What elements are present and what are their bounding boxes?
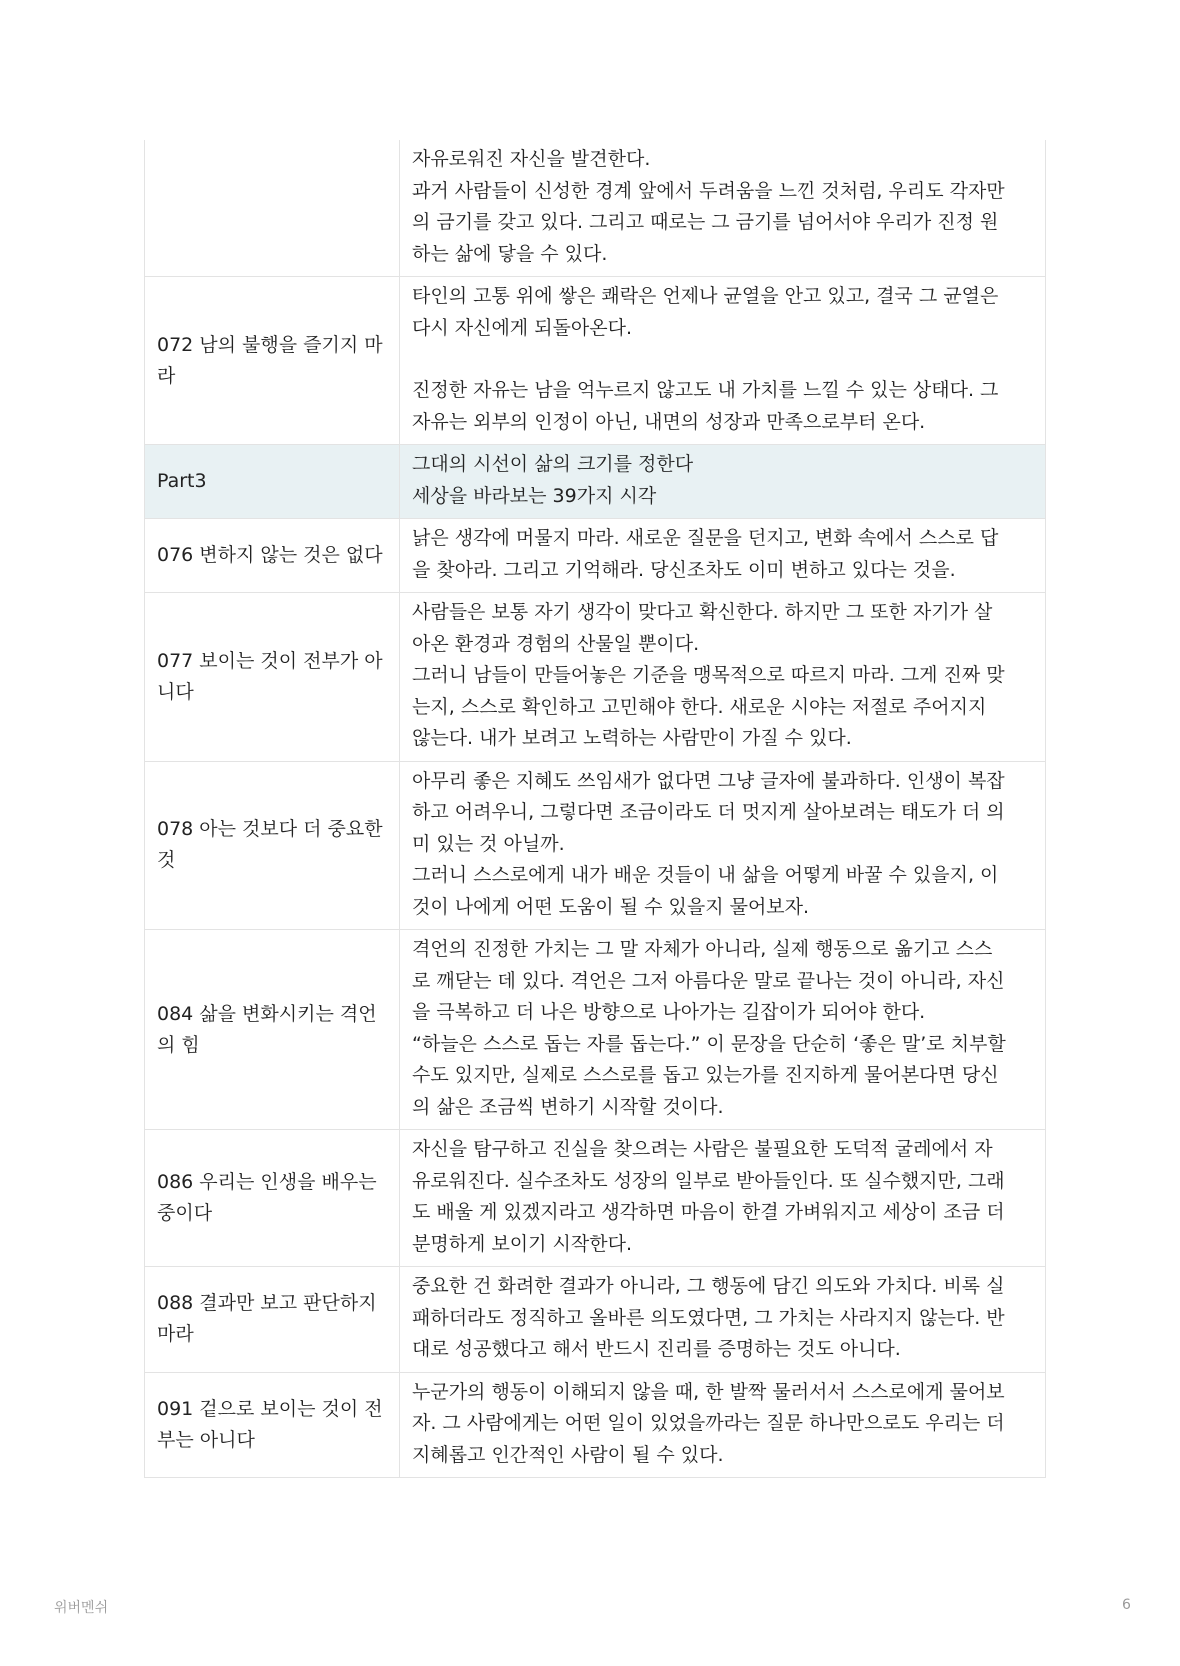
body-line: 그대의 시선이 삶의 크기를 정한다 <box>412 453 694 475</box>
table-row <box>145 929 1045 1129</box>
body-line: 누군가의 행동이 이해되지 않을 때, 한 발짝 물러서서 스스로에게 물어보 <box>412 1380 1005 1403</box>
body-line: 도 배울 게 있겠지라고 생각하면 마음이 한결 가벼워지고 세상이 조금 더 <box>412 1201 1005 1223</box>
footer-brand: 위버멘쉬 <box>54 1600 109 1616</box>
body-line: 것이 나에게 어떤 도움이 될 수 있을지 물어보자. <box>412 895 810 918</box>
row-title: 076 변하지 않는 것은 없다 <box>145 519 400 592</box>
body-line: 세상을 바라보는 39가지 시각 <box>412 484 657 507</box>
row-body <box>400 277 1045 444</box>
body-line: 을 극복하고 더 나은 방향으로 나아가는 길잡이가 되어야 한다. <box>412 1001 926 1023</box>
part-header-row <box>145 444 1045 518</box>
body-line <box>412 344 1035 375</box>
row-title: 088 결과만 보고 판단하지 마라 <box>145 1267 400 1372</box>
body-line: 유로워진다. 실수조차도 성장의 일부로 받아들인다. 또 실수했지만, 그래 <box>412 1169 1005 1192</box>
body-line: 자유로워진 자신을 발견한다. <box>412 148 651 170</box>
row-title: 078 아는 것보다 더 중요한 것 <box>145 762 400 930</box>
table-row <box>145 1129 1045 1266</box>
row-body <box>400 762 1045 930</box>
body-line: 자유는 외부의 인정이 아닌, 내면의 성장과 만족으로부터 온다. <box>412 410 926 433</box>
table-row <box>145 518 1045 592</box>
body-line: 과거 사람들이 신성한 경계 앞에서 두려움을 느낀 것처럼, 우리도 각자만 <box>412 179 1005 202</box>
body-line: 아온 환경과 경험의 산물일 뿐이다. <box>412 632 700 655</box>
body-line: 낡은 생각에 머물지 마라. 새로운 질문을 던지고, 변화 속에서 스스로 답 <box>412 527 999 549</box>
body-line: 패하더라도 정직하고 올바른 의도였다면, 그 가치는 사라지지 않는다. 반 <box>412 1306 1005 1329</box>
body-line: 격언의 진정한 가치는 그 말 자체가 아니라, 실제 행동으로 옮기고 스스 <box>412 938 993 960</box>
body-line: 을 찾아라. 그리고 기억해라. 당신조차도 이미 변하고 있다는 것을. <box>412 558 956 581</box>
body-line: 진정한 자유는 남을 억누르지 않고도 내 가치를 느낄 수 있는 상태다. 그 <box>412 379 999 401</box>
body-line: 로 깨닫는 데 있다. 격언은 그저 아름다운 말로 끝나는 것이 아니라, 자신 <box>412 969 1005 992</box>
page-number: 6 <box>1122 1597 1131 1613</box>
body-line: 하는 삶에 닿을 수 있다. <box>412 242 608 265</box>
row-title: 072 남의 불행을 즐기지 마라 <box>145 277 400 444</box>
row-title: 086 우리는 인생을 배우는 중이다 <box>145 1130 400 1266</box>
body-line: “하늘은 스스로 돕는 자를 돕는다.” 이 문장을 단순히 ‘좋은 말’로 치부할 <box>412 1032 1006 1055</box>
table-row <box>145 276 1045 444</box>
body-line: 의 금기를 갖고 있다. 그리고 때로는 그 금기를 넘어서야 우리가 진정 원 <box>412 211 999 233</box>
row-title: Part3 <box>145 445 400 518</box>
row-title: 077 보이는 것이 전부가 아니다 <box>145 593 400 761</box>
body-line: 않는다. 내가 보려고 노력하는 사람만이 가질 수 있다. <box>412 727 852 749</box>
row-title: 091 겉으로 보이는 것이 전부는 아니다 <box>145 1373 400 1478</box>
row-body <box>400 930 1045 1129</box>
row-title: 084 삶을 변화시키는 격언의 힘 <box>145 930 400 1129</box>
row-body <box>400 445 1045 518</box>
body-line: 분명하게 보이기 시작한다. <box>412 1232 633 1255</box>
body-line: 미 있는 것 아닐까. <box>412 832 565 855</box>
row-body <box>400 1130 1045 1266</box>
table-row <box>145 761 1045 930</box>
body-line: 그러니 남들이 만들어놓은 기준을 맹목적으로 따르지 마라. 그게 진짜 맞 <box>412 664 1005 686</box>
row-title <box>145 140 400 276</box>
row-body <box>400 1373 1045 1478</box>
body-line: 하고 어려우니, 그렇다면 조금이라도 더 멋지게 살아보려는 태도가 더 의 <box>412 801 1005 823</box>
body-line: 의 삶은 조금씩 변하기 시작할 것이다. <box>412 1095 724 1118</box>
table-row <box>145 1266 1045 1372</box>
row-body <box>400 140 1045 276</box>
row-body <box>400 1267 1045 1372</box>
table-row <box>145 140 1045 276</box>
body-line: 수도 있지만, 실제로 스스로를 돕고 있는가를 진지하게 물어본다면 당신 <box>412 1064 999 1086</box>
content-table <box>144 140 1046 1478</box>
row-body <box>400 519 1045 592</box>
body-line: 자. 그 사람에게는 어떤 일이 있었을까라는 질문 하나만으로도 우리는 더 <box>412 1412 1005 1434</box>
table-row <box>145 1372 1045 1478</box>
body-line: 대로 성공했다고 해서 반드시 진리를 증명하는 것도 아니다. <box>412 1338 901 1360</box>
body-line: 그러니 스스로에게 내가 배운 것들이 내 삶을 어떻게 바꿀 수 있을지, 이 <box>412 864 999 886</box>
row-body <box>400 593 1045 761</box>
body-line: 는지, 스스로 확인하고 고민해야 한다. 새로운 시야는 저절로 주어지지 <box>412 695 987 718</box>
body-line: 사람들은 보통 자기 생각이 맞다고 확신한다. 하지만 그 또한 자기가 살 <box>412 601 993 623</box>
table-row <box>145 592 1045 761</box>
body-line: 아무리 좋은 지혜도 쓰임새가 없다면 그냥 글자에 불과하다. 인생이 복잡 <box>412 769 1005 792</box>
body-line: 지혜롭고 인간적인 사람이 될 수 있다. <box>412 1443 724 1466</box>
body-line: 자신을 탐구하고 진실을 찾으려는 사람은 불필요한 도덕적 굴레에서 자 <box>412 1138 993 1160</box>
body-line: 타인의 고통 위에 쌓은 쾌락은 언제나 균열을 안고 있고, 결국 그 균열은 <box>412 285 999 307</box>
body-line: 중요한 건 화려한 결과가 아니라, 그 행동에 담긴 의도와 가치다. 비록 실 <box>412 1275 1005 1297</box>
body-line: 다시 자신에게 되돌아온다. <box>412 316 633 339</box>
